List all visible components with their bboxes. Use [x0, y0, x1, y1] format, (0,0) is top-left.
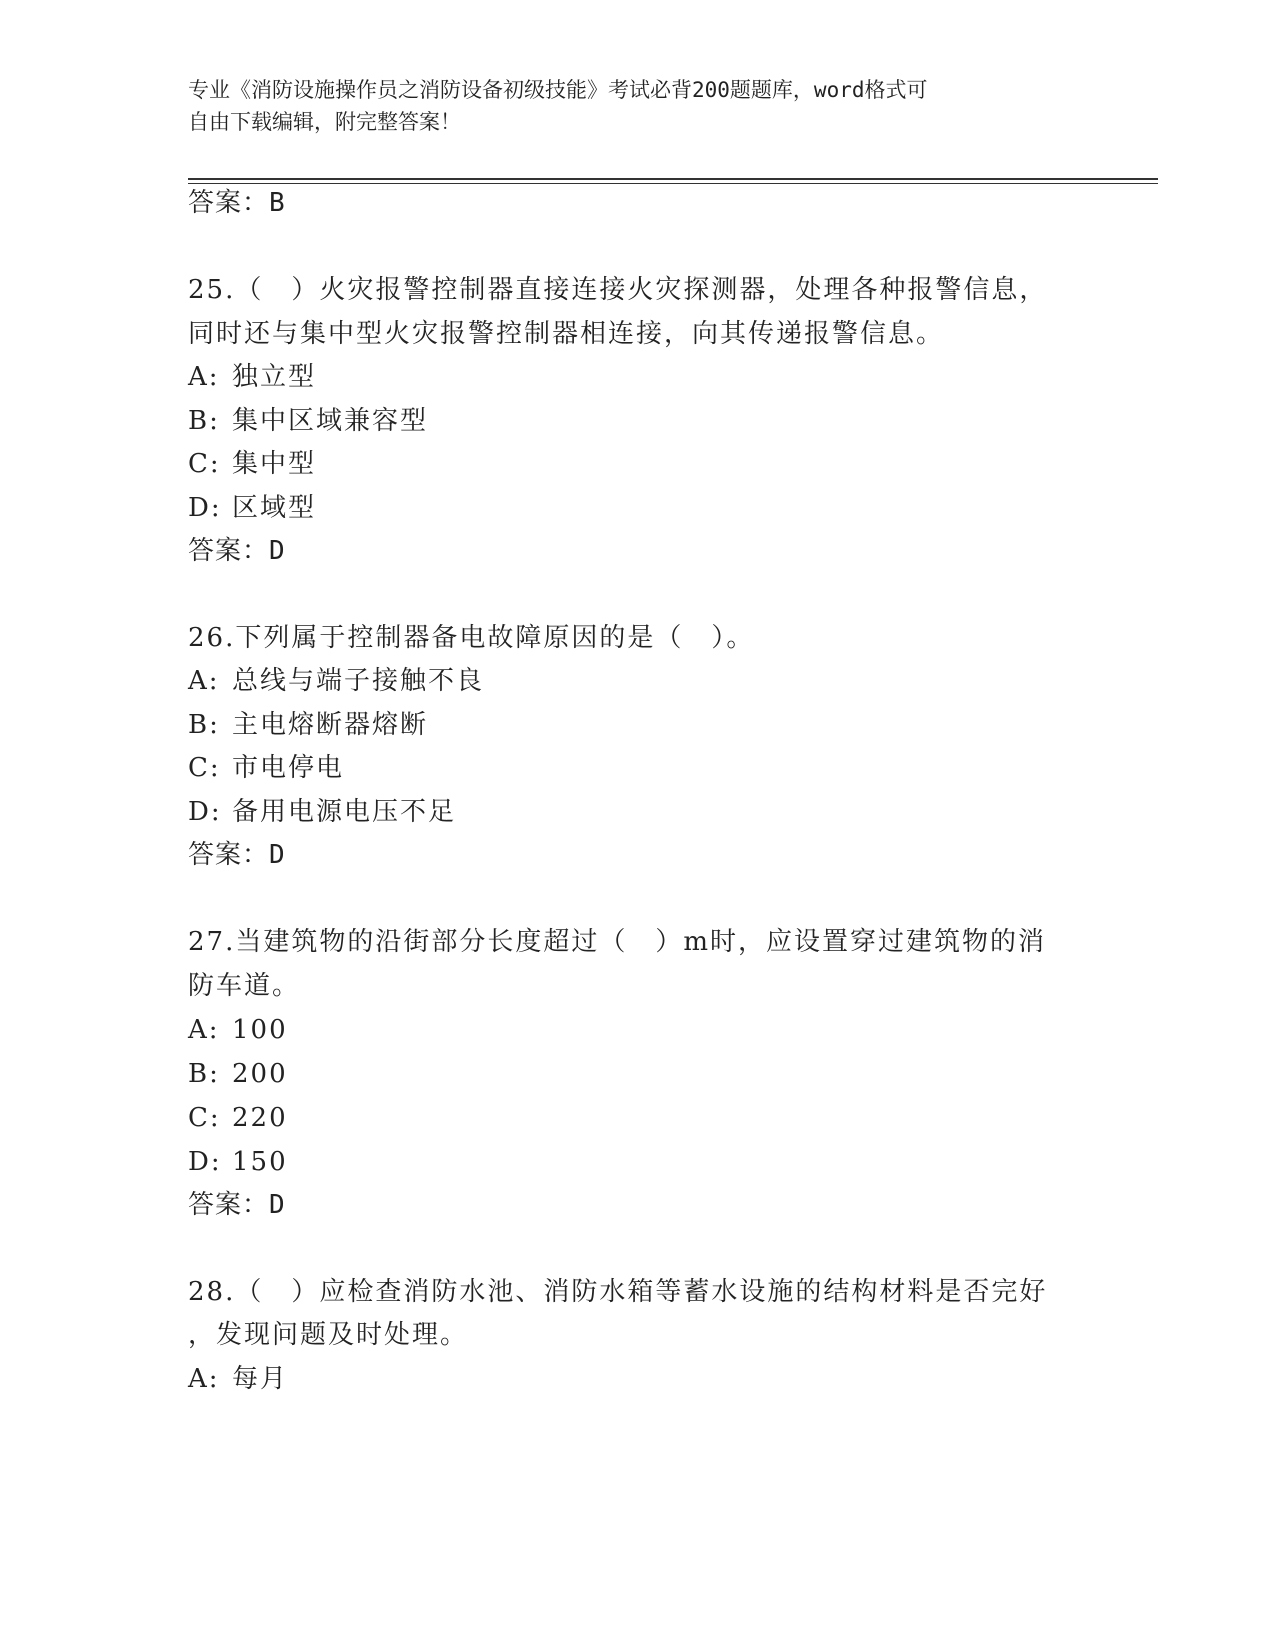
- question-25-option-b: [188, 401, 428, 441]
- answer-prefix: 答案：: [188, 188, 270, 218]
- question-28-option-a: [188, 1359, 288, 1399]
- answer-line-27: [188, 1185, 286, 1225]
- option-text: 主电熔断器熔断: [232, 710, 429, 740]
- option-label: A:: [188, 362, 220, 392]
- question-25-text-line-1: 25.（ ）火灾报警控制器直接连接火灾探测器，处理各种报警信息，: [188, 275, 1048, 305]
- answer-value: B: [269, 188, 286, 218]
- question-27-option-b: [188, 1054, 288, 1094]
- question-25-text-line-2: 同时还与集中型火灾报警控制器相连接，向其传递报警信息。: [188, 319, 945, 349]
- option-label: A:: [188, 1364, 220, 1394]
- question-26-option-b: [188, 705, 428, 745]
- answer-value: D: [269, 536, 286, 566]
- question-26-option-d: [188, 792, 456, 832]
- option-label: C:: [188, 753, 221, 783]
- answer-line-25: [188, 531, 286, 571]
- option-label: B:: [188, 1059, 220, 1089]
- option-text: 每月: [232, 1364, 289, 1394]
- question-26-option-c: [188, 748, 344, 788]
- option-label: D:: [188, 1147, 222, 1177]
- question-27-option-d: [188, 1142, 288, 1182]
- question-27-text-line-2: 防车道。: [188, 971, 301, 1001]
- question-25-option-c: [188, 444, 316, 484]
- question-26-option-a: [188, 661, 484, 701]
- option-text: 备用电源电压不足: [232, 797, 457, 827]
- option-text: 150: [232, 1147, 288, 1177]
- question-27-text-line-1: 27.当建筑物的沿街部分长度超过（ ）m时，应设置穿过建筑物的消: [188, 927, 1047, 957]
- question-27-option-c: [188, 1098, 288, 1138]
- option-text: 100: [232, 1015, 288, 1045]
- option-label: B:: [188, 406, 220, 436]
- answer-line-24: [188, 183, 286, 223]
- answer-prefix: 答案：: [188, 536, 270, 566]
- answer-line-26: [188, 835, 286, 875]
- header-title-line-2: 自由下载编辑，附完整答案！: [188, 110, 461, 134]
- option-label: C:: [188, 1103, 221, 1133]
- option-text: 集中型: [232, 449, 317, 479]
- option-text: 区域型: [232, 493, 317, 523]
- header-divider: [188, 178, 1158, 184]
- answer-prefix: 答案：: [188, 1190, 270, 1220]
- document-header: [188, 74, 1068, 138]
- option-label: D:: [188, 493, 222, 523]
- option-label: C:: [188, 449, 221, 479]
- option-label: B:: [188, 710, 220, 740]
- option-label: A:: [188, 666, 220, 696]
- option-text: 总线与端子接触不良: [232, 666, 485, 696]
- question-25-option-d: [188, 488, 316, 528]
- option-label: A:: [188, 1015, 220, 1045]
- question-28-text-line-1: 28.（ ）应检查消防水池、消防水箱等蓄水设施的结构材料是否完好: [188, 1277, 1048, 1307]
- option-text: 独立型: [232, 362, 317, 392]
- option-text: 集中区域兼容型: [232, 406, 429, 436]
- header-title-line-1: 专业《消防设施操作员之消防设备初级技能》考试必背200题题库，word格式可: [188, 78, 928, 102]
- question-26-text-line-1: 26.下列属于控制器备电故障原因的是（ ）。: [188, 623, 755, 653]
- question-25-option-a: [188, 357, 316, 397]
- answer-prefix: 答案：: [188, 840, 270, 870]
- option-label: D:: [188, 797, 222, 827]
- question-27-option-a: [188, 1010, 288, 1050]
- answer-value: D: [269, 1190, 286, 1220]
- question-28-text-line-2: ，发现问题及时处理。: [188, 1320, 469, 1350]
- answer-value: D: [269, 840, 286, 870]
- option-text: 220: [232, 1103, 288, 1133]
- option-text: 200: [232, 1059, 288, 1089]
- option-text: 市电停电: [232, 753, 345, 783]
